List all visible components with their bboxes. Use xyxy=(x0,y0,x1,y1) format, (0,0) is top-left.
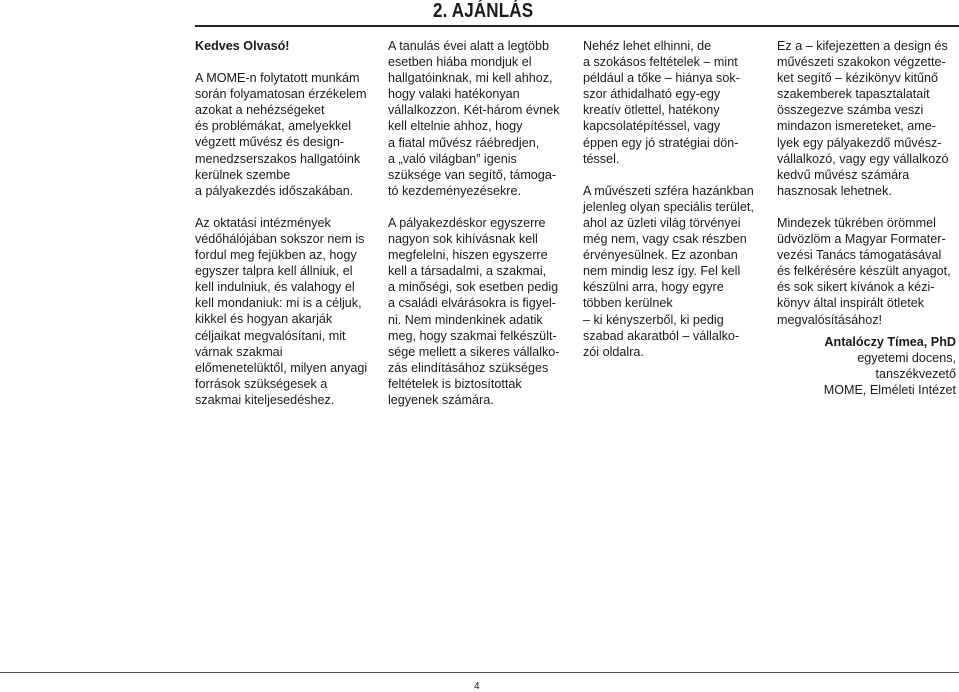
text-column-2 xyxy=(388,38,568,424)
text-line: jelenleg olyan speciális terület, xyxy=(583,199,754,214)
text-line: nem mindig lesz így. Fel kell xyxy=(583,264,741,279)
page-number: 4 xyxy=(474,681,480,692)
text-line: a pályakezdés időszakában. xyxy=(195,183,354,198)
text-line: előmenetelüktől, milyen anyagi xyxy=(195,360,368,375)
text-line: kreatív ötlettel, hatékony xyxy=(583,103,720,118)
greeting xyxy=(195,38,375,54)
text-line: Az oktatási intézmények xyxy=(195,215,331,230)
text-line: végzett művész és design- xyxy=(195,135,345,150)
signature-name: Antalóczy Tímea, PhD xyxy=(824,335,956,349)
text-line: menedzserszakos hallgatóink xyxy=(195,151,361,166)
text-line: zás elindításához szükséges xyxy=(388,360,549,375)
text-column-4 xyxy=(777,38,957,344)
text-line: során folyamatosan érzékelem xyxy=(195,87,367,102)
text-line: ni. Nem mindenkinek adatik xyxy=(388,312,543,327)
text-line: sége mellett a sikeres vállalko- xyxy=(388,344,560,359)
text-line: vállalkozó, vagy egy vállalkozó xyxy=(777,151,949,166)
text-line: hallgatóinknak, mi kell ahhoz, xyxy=(388,71,553,86)
signature-line: MOME, Elméleti Intézet xyxy=(823,383,956,398)
text-line: kedvű művész számára xyxy=(777,167,910,182)
text-line: esetben hiába mondjuk el xyxy=(388,55,532,70)
signature-line: tanszékvezető xyxy=(875,367,956,382)
text-line: és felkérésére készült anyagot, xyxy=(777,264,951,279)
text-line: vezési Tanács támogatásával xyxy=(777,248,942,263)
text-line: kapcsolatépítéssel, vagy xyxy=(583,119,721,134)
text-line: zói oldalra. xyxy=(583,344,644,359)
text-line: készülni arra, hogy egyre xyxy=(583,280,724,295)
text-line: könyv által inspirált ötletek xyxy=(777,296,924,311)
text-line: ahol az üzleti világ törvényei xyxy=(583,215,741,230)
text-line: kell mondaniuk: mi is a céljuk, xyxy=(195,296,362,311)
text-line: hasznosak lehetnek. xyxy=(777,183,892,198)
text-line: megvalósításához! xyxy=(777,312,883,327)
text-line: érvényesülnek. Ez azonban xyxy=(583,248,738,263)
text-line: még nem, vagy csak részben xyxy=(583,232,747,247)
text-line: védőhálójában sokszor nem is xyxy=(195,231,365,246)
text-line: szabad akaratból – vállalko- xyxy=(583,328,740,343)
text-line: források szükségesek a xyxy=(195,376,328,391)
text-line: céljaikat megvalósítani, mit xyxy=(195,328,346,343)
text-line: például a tőke – hiánya sok- xyxy=(583,71,740,86)
text-line: szakmai kiteljesedéshez. xyxy=(195,392,335,407)
text-line: legyenek számára. xyxy=(388,392,494,407)
text-column-1 xyxy=(195,38,375,424)
text-line: összegezve számba veszi xyxy=(777,103,924,118)
text-line: szüksége van segítő, támoga- xyxy=(388,167,557,182)
text-line: és sok sikert kívánok a kézi- xyxy=(777,280,935,295)
paragraph xyxy=(195,70,375,199)
text-line: A művészeti szféra hazánkban xyxy=(583,183,754,198)
text-line: kell indulniuk, és valahogy el xyxy=(195,280,355,295)
section-title: 2. AJÁNLÁS xyxy=(433,0,534,22)
text-line: A MOME-n folytatott munkám xyxy=(195,71,360,86)
text-line: tó kezdeményezésekre. xyxy=(388,183,522,198)
text-line: vállalkozzon. Két-három évnek xyxy=(388,103,560,118)
text-line: A tanulás évei alatt a legtöbb xyxy=(388,39,550,53)
text-line: fordul meg fejükben az, hogy xyxy=(195,248,357,263)
text-line: szakemberek tapasztalatait xyxy=(777,87,930,102)
text-line: egyszer talpra kell állniuk, el xyxy=(195,264,353,279)
signature-line: egyetemi docens, xyxy=(857,351,956,366)
paragraph xyxy=(388,215,568,408)
text-line: meg, hogy szakmai felkészült- xyxy=(388,328,557,343)
text-line: kerülnek szembe xyxy=(195,167,291,182)
text-column-3 xyxy=(583,38,763,376)
paragraph xyxy=(583,38,763,167)
paragraph xyxy=(583,183,763,360)
paragraph xyxy=(388,38,568,199)
text-line: megfelelni, hiszen egyszerre xyxy=(388,248,548,263)
text-line: a fiatal művész ráébredjen, xyxy=(388,135,540,150)
text-line: a szokásos feltételek – mint xyxy=(583,55,738,70)
text-line: művészeti szakokon végzette- xyxy=(777,55,946,70)
text-line: kell a társadalmi, a szakmai, xyxy=(388,264,547,279)
signature-block xyxy=(760,334,956,398)
text-line: szor áthidalható egy-egy xyxy=(583,87,721,102)
text-line: éppen egy jó stratégiai dön- xyxy=(583,135,739,150)
text-line: és problémákat, amelyekkel xyxy=(195,119,352,134)
text-line: üdvözlöm a Magyar Formater- xyxy=(777,232,946,247)
text-line: hogy valaki hatékonyan xyxy=(388,87,520,102)
text-line: A pályakezdéskor egyszerre xyxy=(388,215,546,230)
paragraph xyxy=(195,215,375,408)
text-line: Kedves Olvasó! xyxy=(195,39,290,53)
text-line: téssel. xyxy=(583,151,620,166)
text-line: azokat a nehézségeket xyxy=(195,103,325,118)
text-line: Nehéz lehet elhinni, de xyxy=(583,39,712,53)
text-line: várnak szakmai xyxy=(195,344,283,359)
text-line: a családi elvárásokra is figyel- xyxy=(388,296,556,311)
header-rule xyxy=(195,25,959,27)
text-line: mindazon ismereteket, ame- xyxy=(777,119,936,134)
text-line: a „való világban” igenis xyxy=(388,151,517,166)
text-line: nagyon sok kihívásnak kell xyxy=(388,232,538,247)
text-line: kikkel és hogyan akarják xyxy=(195,312,333,327)
footer-rule xyxy=(0,672,959,673)
text-line: Mindezek tükrében örömmel xyxy=(777,215,936,230)
text-line: – ki kényszerből, ki pedig xyxy=(583,312,724,327)
text-line: kell eltelnie ahhoz, hogy xyxy=(388,119,523,134)
text-line: Ez a – kifejezetten a design és xyxy=(777,39,948,53)
text-line: feltételek is biztosítottak xyxy=(388,376,522,391)
text-line: a minőségi, sok esetben pedig xyxy=(388,280,559,295)
paragraph xyxy=(777,215,957,328)
text-line: többen kerülnek xyxy=(583,296,673,311)
paragraph xyxy=(777,38,957,199)
text-line: lyek egy pályakezdő művész- xyxy=(777,135,942,150)
text-line: ket segítő – kézikönyv kitűnő xyxy=(777,71,939,86)
